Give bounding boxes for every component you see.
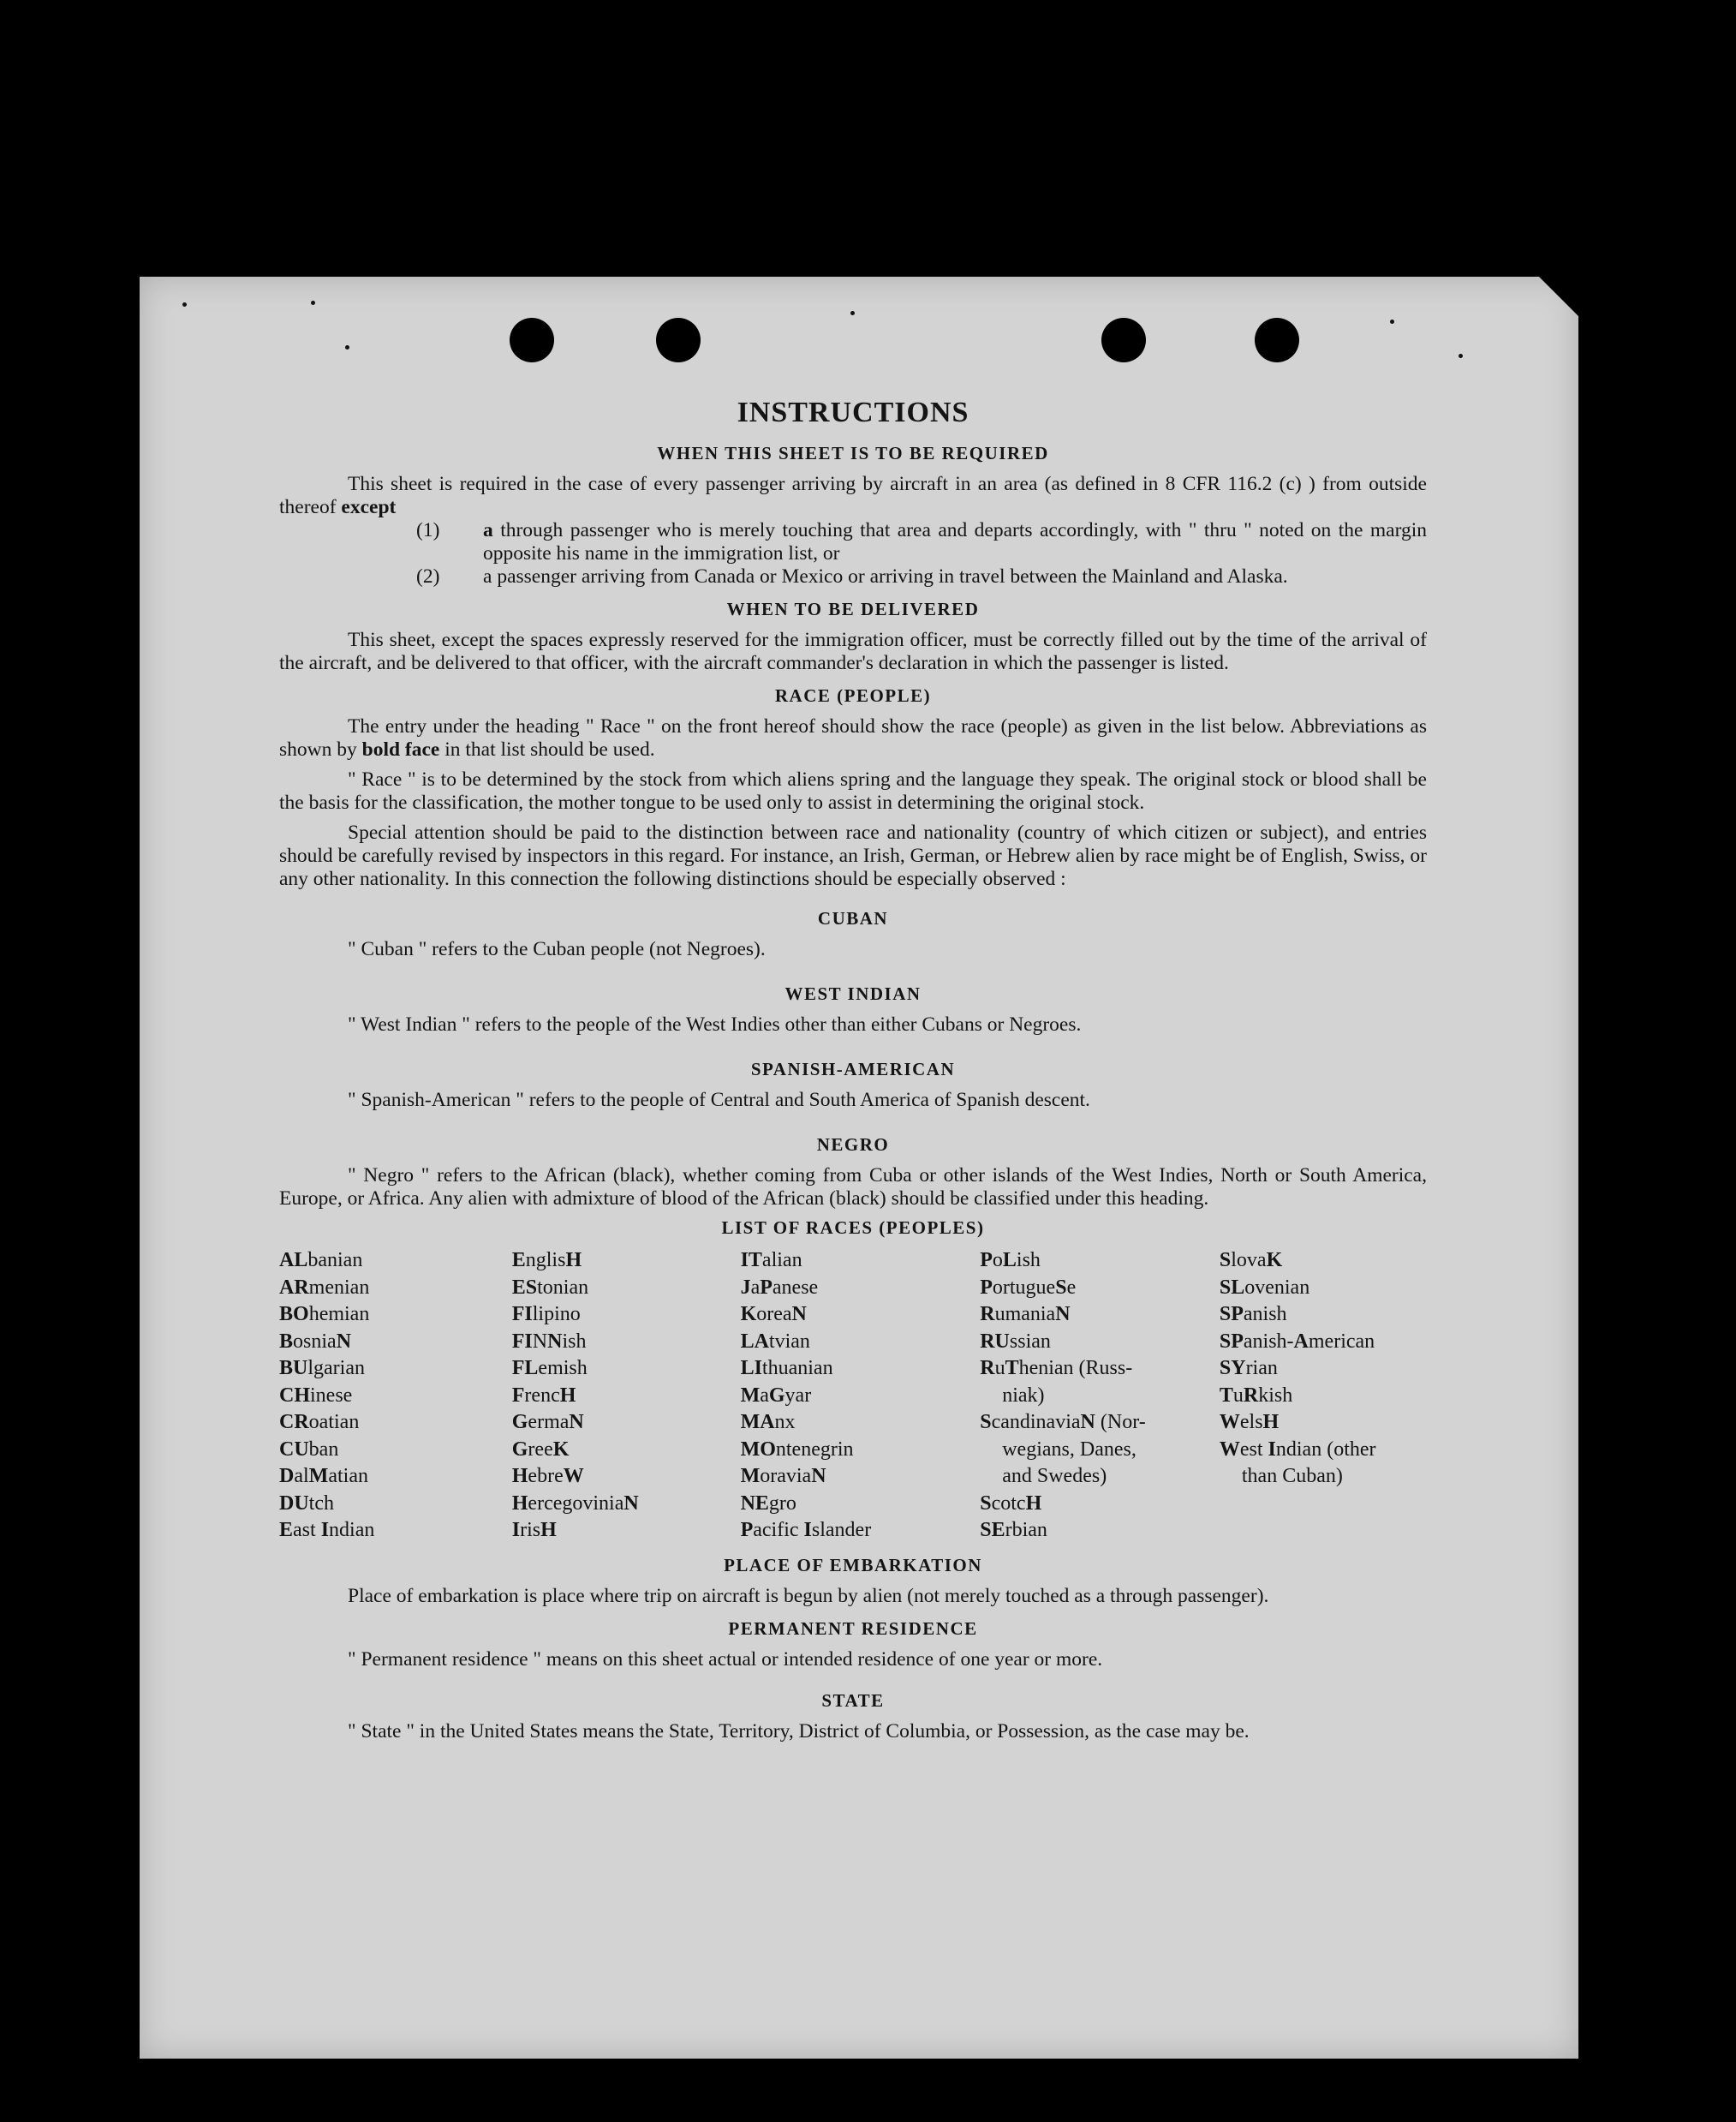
race-name-part: merican: [1308, 1330, 1375, 1353]
race-abbrev-letters: CH: [279, 1384, 310, 1407]
race-name-part: nglis: [525, 1249, 566, 1271]
race-name-part: al: [294, 1465, 309, 1487]
race-entry: [279, 1275, 512, 1302]
bold-face-text: bold face: [361, 738, 440, 761]
race-abbrev-letters: A: [1293, 1330, 1309, 1353]
document-sheet: [140, 277, 1578, 2059]
race-name-part: alian: [761, 1249, 802, 1271]
embarkation-text: Place of embarkation is place where trip on aircraft is begun by alien (not merely touched as a through passenger).: [348, 1584, 1269, 1607]
residence-text: " Permanent residence " means on this sheet actual or intended residence of one year or more.: [348, 1647, 1103, 1671]
race-entry: [741, 1491, 981, 1518]
race-name-part: tonian: [537, 1276, 589, 1299]
race-name-part: N: [532, 1330, 548, 1353]
race-entry: [980, 1463, 1220, 1491]
delivered-text: This sheet, except the spaces expressly reserved for the immigration officer, must be correctly filled out by the time of the arrival of the aircraft, and be delivered to that officer, with the aircraft commander's declaration in which the passenger is listed.: [279, 629, 1427, 674]
item-number: (2): [416, 565, 440, 588]
race-name-part: ortugue: [992, 1276, 1056, 1299]
races-column: [980, 1247, 1220, 1545]
race-entry: [1220, 1437, 1427, 1464]
punch-hole: [1101, 318, 1146, 362]
race-name-part: thuanian: [761, 1357, 833, 1379]
race-abbrev-letters: N: [811, 1465, 826, 1487]
race-name-part: ris: [520, 1519, 541, 1541]
race-abbrev-letters: W: [563, 1465, 584, 1487]
state-text: " State " in the United States means the State, Territory, District of Columbia, or Possession, as the case may be.: [348, 1719, 1250, 1742]
race-abbrev-letters: CR: [279, 1411, 309, 1433]
race-abbrev-letters: MO: [740, 1438, 776, 1461]
race-abbrev-letters: T: [1005, 1357, 1019, 1379]
race-abbrev-letters: NE: [740, 1491, 769, 1515]
heading-race: RACE (PEOPLE): [774, 685, 932, 706]
race-abbrev-letters: FL: [511, 1357, 539, 1379]
race-abbrev-letters: CU: [279, 1438, 309, 1461]
race-abbrev-letters: R: [980, 1357, 995, 1379]
race-entry: [279, 1329, 512, 1356]
race-name-part: e: [1066, 1276, 1077, 1299]
race-abbrev-letters: G: [511, 1438, 528, 1461]
race-paragraph-2: " Race " is to be determined by the stock from which aliens spring and the language they speak. The original stock or blood shall be the basis for the classification, the mother tongue to be used only to assist in determining the original stock.: [279, 768, 1427, 814]
race-entry: [512, 1275, 741, 1302]
race-name-part: ebre: [528, 1465, 564, 1487]
race-entry: [980, 1437, 1220, 1464]
race-name-part: oatian: [308, 1411, 360, 1433]
race-abbrev-letters: G: [511, 1411, 528, 1433]
race-entry: [980, 1247, 1220, 1275]
race-name-part: niak): [1002, 1384, 1045, 1407]
race-entry: [512, 1437, 741, 1464]
race-entry: [1220, 1329, 1427, 1356]
race-entry: [279, 1409, 512, 1437]
heading-required: WHEN THIS SHEET IS TO BE REQUIRED: [657, 443, 1049, 463]
race-name-part: slander: [811, 1519, 872, 1541]
race-entry: [741, 1301, 981, 1329]
race-entry: [980, 1409, 1220, 1437]
race-abbrev-letters: L: [1002, 1249, 1017, 1271]
race-entry: [279, 1301, 512, 1329]
race-name-part: a: [760, 1384, 769, 1407]
race-abbrev-letters: IT: [740, 1249, 762, 1271]
punch-hole: [510, 318, 554, 362]
race-name-part: ree: [528, 1438, 553, 1461]
race-name-part: a: [750, 1276, 761, 1299]
race-name-part: renc: [524, 1384, 560, 1407]
race-abbrev-letters: H: [511, 1465, 528, 1487]
race-abbrev-letters: SL: [1219, 1276, 1245, 1299]
race-name-part: acific: [753, 1519, 804, 1541]
race-abbrev-letters: M: [740, 1384, 761, 1407]
race-entry: [512, 1329, 741, 1356]
race-entry: [279, 1437, 512, 1464]
race-abbrev-letters: AL: [279, 1249, 308, 1271]
race-abbrev-letters: LA: [740, 1330, 769, 1353]
race-name-part: henian (Russ-: [1018, 1357, 1133, 1379]
race-name-part: ovenian: [1244, 1276, 1310, 1299]
race-name-part: emish: [538, 1357, 588, 1379]
heading-residence: PERMANENT RESIDENCE: [728, 1617, 978, 1639]
race-entry: [741, 1355, 981, 1383]
race-entry: [279, 1463, 512, 1491]
race-entry: [741, 1329, 981, 1356]
race-abbrev-letters: M: [740, 1465, 761, 1487]
races-column: [279, 1247, 512, 1545]
race-abbrev-letters: S: [980, 1491, 992, 1515]
race-abbrev-letters: M: [308, 1465, 329, 1487]
race-abbrev-letters: I: [803, 1519, 812, 1541]
race-name-part: than Cuban): [1241, 1465, 1343, 1487]
race-entry: [980, 1517, 1220, 1545]
heading-embarkation: PLACE OF EMBARKATION: [724, 1554, 982, 1575]
race-abbrev-letters: BU: [279, 1357, 308, 1379]
race-entry: [1220, 1301, 1427, 1329]
race-abbrev-letters: D: [279, 1465, 295, 1487]
race-name-part: rbian: [1005, 1519, 1047, 1541]
item-article: a: [483, 519, 493, 541]
race-name-part: atian: [328, 1465, 368, 1487]
speck: [850, 311, 855, 315]
race-abbrev-letters: R: [980, 1303, 995, 1325]
race-name-part: umania: [994, 1303, 1056, 1325]
race-entry: [512, 1409, 741, 1437]
heading-spanish-american: SPANISH-AMERICAN: [750, 1059, 956, 1079]
race-entry: [741, 1247, 981, 1275]
required-intro: This sheet is required in the case of every passenger arriving by aircraft in an area (as defined in 8 CFR 116.2 (c) ) from outside thereof except: [279, 473, 1427, 518]
spanish-american-text: " Spanish-American " refers to the people of Central and South America of Spanish descent.: [348, 1089, 1090, 1111]
race-name-part: ish: [1016, 1249, 1041, 1271]
race-abbrev-letters: SP: [1219, 1330, 1244, 1353]
race-entry: [980, 1355, 1220, 1383]
race-abbrev-letters: DU: [279, 1491, 309, 1515]
race-abbrev-letters: W: [1219, 1411, 1240, 1433]
race-abbrev-letters: P: [760, 1276, 773, 1299]
race-abbrev-letters: MA: [740, 1411, 775, 1433]
race-abbrev-letters: S: [1055, 1276, 1067, 1299]
race-abbrev-letters: K: [552, 1438, 570, 1461]
race-entry: [741, 1275, 981, 1302]
race-abbrev-letters: LI: [740, 1357, 762, 1379]
race-abbrev-letters: B: [279, 1330, 294, 1353]
race-name-part: kish: [1258, 1384, 1293, 1407]
race-abbrev-letters: H: [511, 1491, 528, 1515]
races-column: [512, 1247, 741, 1545]
race-abbrev-letters: E: [279, 1519, 294, 1541]
race-name-part: ssian: [1009, 1330, 1051, 1353]
race-entry: [512, 1383, 741, 1410]
heading-state: STATE: [821, 1689, 885, 1711]
negro-text: " Negro " refers to the African (black), whether coming from Cuba or other islands of the West Indies, North or South America, Europe, or Africa. Any alien with admixture of blood of the African (black) should be classified under this heading.: [279, 1164, 1427, 1210]
race-name-part: ish: [562, 1330, 587, 1353]
race-entry: [512, 1517, 741, 1545]
race-abbrev-letters: H: [559, 1384, 576, 1407]
speck: [182, 302, 187, 307]
race-name-part: candinavia: [991, 1411, 1081, 1433]
race-entry: [279, 1247, 512, 1275]
race-entry: [512, 1301, 741, 1329]
race-name-part: lipino: [532, 1303, 581, 1325]
race-entry: [279, 1491, 512, 1518]
race-abbrev-letters: FI: [511, 1303, 533, 1325]
race-entry: [279, 1355, 512, 1383]
punch-hole: [1255, 318, 1299, 362]
race-entry: [1220, 1463, 1427, 1491]
item-text: through passenger who is merely touching that area and departs accordingly, with " thru " noted on the margin opposite his name in the immigration list, or: [483, 519, 1428, 565]
race-name-part: orea: [756, 1303, 792, 1325]
race-abbrev-letters: I: [1268, 1438, 1276, 1461]
race-name-part: nx: [774, 1411, 796, 1433]
race-entry: [512, 1491, 741, 1518]
page-title: INSTRUCTIONS: [737, 397, 969, 428]
race-name-part: ast: [293, 1519, 321, 1541]
except-bold: except: [341, 496, 397, 518]
heading-cuban: CUBAN: [817, 908, 889, 929]
races-column: [1220, 1247, 1427, 1545]
race-entry: [980, 1275, 1220, 1302]
race-entry: [1220, 1409, 1427, 1437]
race-entry: [741, 1463, 981, 1491]
race-name-part: u: [1232, 1384, 1244, 1407]
race-abbrev-letters: H: [540, 1519, 557, 1541]
speck: [311, 301, 315, 305]
race-name-part: yar: [784, 1384, 812, 1407]
race-abbrev-letters: ES: [511, 1276, 538, 1299]
race-abbrev-letters: RU: [980, 1330, 1010, 1353]
race-name-part: and Swedes): [1002, 1465, 1107, 1487]
race-name-part: hemian: [308, 1303, 370, 1325]
race-name-part: lova: [1231, 1249, 1267, 1271]
heading-list-of-races: LIST OF RACES (PEOPLES): [721, 1217, 985, 1238]
race-name-part: erma: [528, 1411, 570, 1433]
heading-west-indian: WEST INDIAN: [784, 983, 922, 1004]
item-text: passenger arriving from Canada or Mexico or arriving in travel between the Mainland and Alaska.: [497, 565, 1288, 588]
punch-hole: [656, 318, 701, 362]
race-name-part: ndian (other: [1275, 1438, 1376, 1461]
race-name-part: banian: [307, 1249, 363, 1271]
race-abbrev-letters: SE: [980, 1519, 1005, 1541]
race-abbrev-letters: N: [569, 1411, 584, 1433]
race-name-part: anish-: [1243, 1330, 1294, 1353]
speck: [345, 345, 349, 350]
race-abbrev-letters: T: [1219, 1384, 1233, 1407]
race-name-part: ban: [308, 1438, 339, 1461]
race-abbrev-letters: P: [980, 1276, 993, 1299]
race-name-part: u: [994, 1357, 1005, 1379]
race-abbrev-letters: P: [980, 1249, 993, 1271]
list-item: [279, 565, 1427, 589]
race-abbrev-letters: FI: [511, 1330, 533, 1353]
race-entry: [512, 1247, 741, 1275]
race-entry: [741, 1409, 981, 1437]
speck: [1459, 354, 1463, 358]
race-abbrev-letters: AR: [279, 1276, 309, 1299]
race-abbrev-letters: G: [768, 1384, 785, 1407]
list-item: [279, 519, 1427, 565]
race-abbrev-letters: SP: [1219, 1303, 1244, 1325]
race-entry: [512, 1463, 741, 1491]
races-table: [279, 1247, 1427, 1545]
races-column: [741, 1247, 981, 1545]
cuban-text: " Cuban " refers to the Cuban people (not Negroes).: [348, 938, 766, 960]
race-abbrev-letters: N: [336, 1330, 352, 1353]
race-entry: [980, 1491, 1220, 1518]
race-name-part: lgarian: [307, 1357, 365, 1379]
race-abbrev-letters: H: [1025, 1491, 1042, 1515]
race-name-part: anish: [1243, 1303, 1287, 1325]
race-abbrev-letters: S: [980, 1411, 992, 1433]
race-entry: [741, 1383, 981, 1410]
race-abbrev-letters: H: [1262, 1411, 1280, 1433]
race-entry: [512, 1355, 741, 1383]
race-name-part: tch: [308, 1491, 334, 1515]
heading-delivered: WHEN TO BE DELIVERED: [726, 599, 980, 619]
race-name-part: inese: [310, 1384, 353, 1407]
race-name-part: els: [1239, 1411, 1263, 1433]
race-name-part: gro: [768, 1491, 796, 1515]
race-name-part: o: [992, 1249, 1003, 1271]
race-paragraph-3: Special attention should be paid to the distinction between race and nationality (country of which citizen or subject), and entries should be carefully revised by inspectors in this regard. For instance, an Irish, German, or Hebrew alien by race might be of English, Swiss, or any other nationality. In this connection the following distinctions should be especially observed :: [279, 822, 1427, 890]
race-name-part: anese: [772, 1276, 819, 1299]
race-abbrev-letters: N: [791, 1303, 807, 1325]
speck: [1390, 320, 1394, 324]
race-name-part: menian: [308, 1276, 370, 1299]
race-name-part: ndian: [329, 1519, 375, 1541]
race-name-part: tvian: [768, 1330, 810, 1353]
instructions-content: [279, 397, 1427, 1743]
race-name-part: osnia: [293, 1330, 337, 1353]
race-abbrev-letters: I: [320, 1519, 330, 1541]
race-abbrev-letters: BO: [279, 1303, 309, 1325]
race-abbrev-letters: I: [511, 1519, 521, 1541]
race-abbrev-letters: N: [547, 1330, 563, 1353]
race-entry: [1220, 1247, 1427, 1275]
west-indian-text: " West Indian " refers to the people of the West Indies other than either Cubans or Negroes.: [348, 1013, 1082, 1036]
race-abbrev-letters: N: [1055, 1303, 1071, 1325]
race-name-part: ercegovinia: [528, 1491, 624, 1515]
race-abbrev-letters: J: [740, 1276, 751, 1299]
race-abbrev-letters: S: [1219, 1249, 1232, 1271]
race-abbrev-letters: N: [1080, 1411, 1095, 1433]
race-entry: [1220, 1383, 1427, 1410]
race-abbrev-letters: K: [1266, 1249, 1283, 1271]
race-entry: [279, 1383, 512, 1410]
race-entry: [1220, 1355, 1427, 1383]
race-abbrev-letters: P: [740, 1519, 754, 1541]
race-abbrev-letters: H: [565, 1249, 582, 1271]
race-abbrev-letters: F: [511, 1384, 525, 1407]
race-entry: [741, 1517, 981, 1545]
race-entry: [279, 1517, 512, 1545]
heading-negro: NEGRO: [816, 1134, 890, 1155]
item-number: (1): [416, 519, 440, 541]
race-name-part: cotc: [991, 1491, 1026, 1515]
race-name-part: oravia: [760, 1465, 812, 1487]
race-abbrev-letters: E: [511, 1249, 526, 1271]
race-abbrev-letters: R: [1243, 1384, 1259, 1407]
race-entry: [980, 1329, 1220, 1356]
race-paragraph-1: The entry under the heading " Race " on the front hereof should show the race (people) as given in the list below. Abbreviations as shown by bold face in that list should be used.: [279, 715, 1427, 761]
race-entry: [980, 1383, 1220, 1410]
race-name-part: rian: [1245, 1357, 1278, 1379]
folded-corner: [1539, 277, 1578, 316]
race-abbrev-letters: SY: [1219, 1357, 1246, 1379]
race-abbrev-letters: W: [1219, 1438, 1240, 1461]
race-name-part: ntenegrin: [775, 1438, 854, 1461]
race-entry: [1220, 1275, 1427, 1302]
race-abbrev-letters: N: [623, 1491, 639, 1515]
race-name-part: est: [1239, 1438, 1268, 1461]
item-article: a: [483, 565, 492, 588]
race-abbrev-letters: K: [740, 1303, 757, 1325]
race-entry: [980, 1301, 1220, 1329]
race-name-part: wegians, Danes,: [1002, 1438, 1136, 1461]
race-entry: [741, 1437, 981, 1464]
race-name-part: (Nor-: [1095, 1411, 1146, 1433]
